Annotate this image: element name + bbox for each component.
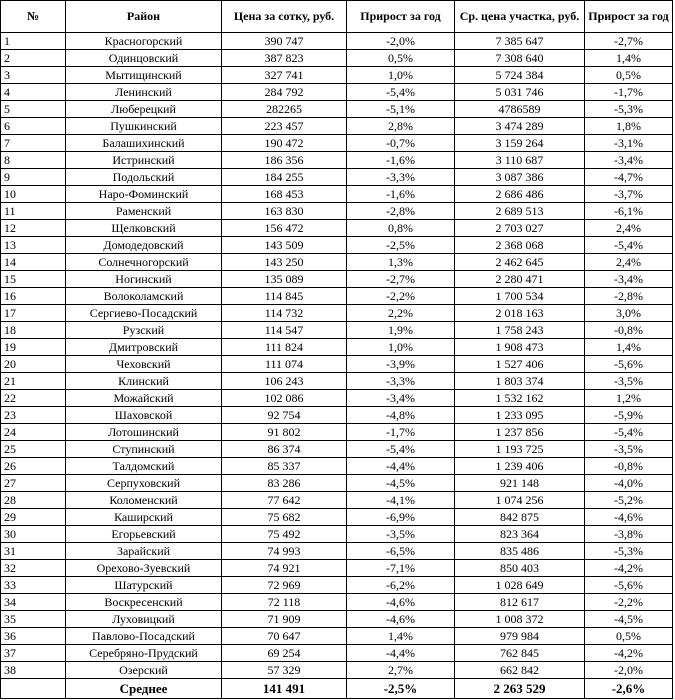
- table-row: [1, 152, 673, 169]
- price-per-sotka: 190 472: [222, 135, 347, 152]
- district-name: Пушкинский: [66, 118, 222, 135]
- row-number: 10: [1, 186, 66, 203]
- price-growth: -4,6%: [347, 594, 455, 611]
- avg-plot-price: 823 364: [455, 526, 585, 543]
- avg-plot-price: 1 532 162: [455, 390, 585, 407]
- district-name: Волоколамский: [66, 288, 222, 305]
- row-number: 37: [1, 645, 66, 662]
- price-growth: -3,3%: [347, 169, 455, 186]
- price-growth: 1,4%: [347, 628, 455, 645]
- price-growth: -4,4%: [347, 458, 455, 475]
- district-name: Истринский: [66, 152, 222, 169]
- price-growth: 1,0%: [347, 67, 455, 84]
- table-row: [1, 526, 673, 543]
- avg-plot-price: 5 031 746: [455, 84, 585, 101]
- avg-plot-price: 1 758 243: [455, 322, 585, 339]
- table-row: [1, 33, 673, 50]
- table-row: [1, 628, 673, 645]
- table-row: [1, 135, 673, 152]
- price-per-sotka: 156 472: [222, 220, 347, 237]
- table-row: [1, 441, 673, 458]
- price-growth: -4,6%: [347, 611, 455, 628]
- row-number: 8: [1, 152, 66, 169]
- district-name: Серпуховский: [66, 475, 222, 492]
- table-row: [1, 237, 673, 254]
- row-number: 25: [1, 441, 66, 458]
- row-number: 22: [1, 390, 66, 407]
- avg-plot-price: 850 403: [455, 560, 585, 577]
- header-avg-plot-price: Ср. цена участка, руб.: [455, 1, 585, 33]
- district-name: Чеховский: [66, 356, 222, 373]
- table-row: [1, 186, 673, 203]
- average-plot-growth: -2,6%: [585, 679, 673, 699]
- plot-growth: -3,4%: [585, 271, 673, 288]
- avg-plot-price: 3 110 687: [455, 152, 585, 169]
- price-per-sotka: 86 374: [222, 441, 347, 458]
- price-growth: -4,8%: [347, 407, 455, 424]
- plot-growth: -4,7%: [585, 169, 673, 186]
- row-number: 28: [1, 492, 66, 509]
- table-row: [1, 662, 673, 679]
- district-name: Рузский: [66, 322, 222, 339]
- plot-growth: -4,0%: [585, 475, 673, 492]
- avg-plot-price: 3 474 289: [455, 118, 585, 135]
- row-number: 3: [1, 67, 66, 84]
- district-name: Раменский: [66, 203, 222, 220]
- avg-plot-price: 2 462 645: [455, 254, 585, 271]
- table-row: [1, 101, 673, 118]
- price-per-sotka: 114 547: [222, 322, 347, 339]
- price-growth: -3,9%: [347, 356, 455, 373]
- price-growth: -2,0%: [347, 33, 455, 50]
- row-number: 21: [1, 373, 66, 390]
- row-number: 26: [1, 458, 66, 475]
- plot-growth: -4,5%: [585, 611, 673, 628]
- plot-growth: -0,8%: [585, 322, 673, 339]
- district-name: Наро-Фоминский: [66, 186, 222, 203]
- price-growth: -2,8%: [347, 203, 455, 220]
- price-growth: 1,9%: [347, 322, 455, 339]
- plot-growth: -5,3%: [585, 101, 673, 118]
- avg-plot-price: 4786589: [455, 101, 585, 118]
- district-name: Луховицкий: [66, 611, 222, 628]
- plot-growth: -2,7%: [585, 33, 673, 50]
- district-name: Подольский: [66, 169, 222, 186]
- row-number: 2: [1, 50, 66, 67]
- price-growth: -2,2%: [347, 288, 455, 305]
- price-per-sotka: 111 824: [222, 339, 347, 356]
- table-row: [1, 475, 673, 492]
- avg-plot-price: 1 908 473: [455, 339, 585, 356]
- price-per-sotka: 75 682: [222, 509, 347, 526]
- price-per-sotka: 284 792: [222, 84, 347, 101]
- price-per-sotka: 91 802: [222, 424, 347, 441]
- average-row: [1, 679, 673, 699]
- district-name: Одинцовский: [66, 50, 222, 67]
- table-row: [1, 50, 673, 67]
- avg-plot-price: 1 028 649: [455, 577, 585, 594]
- price-growth: -3,4%: [347, 390, 455, 407]
- avg-plot-price: 979 984: [455, 628, 585, 645]
- avg-plot-price: 5 724 384: [455, 67, 585, 84]
- district-name: Можайский: [66, 390, 222, 407]
- price-per-sotka: 282265: [222, 101, 347, 118]
- header-plot-growth: Прирост за год: [585, 1, 673, 33]
- plot-growth: -3,1%: [585, 135, 673, 152]
- price-per-sotka: 72 969: [222, 577, 347, 594]
- table-row: [1, 611, 673, 628]
- price-per-sotka: 57 329: [222, 662, 347, 679]
- district-name: Балашихинский: [66, 135, 222, 152]
- plot-growth: -2,2%: [585, 594, 673, 611]
- price-per-sotka: 163 830: [222, 203, 347, 220]
- district-name: Клинский: [66, 373, 222, 390]
- row-number: 13: [1, 237, 66, 254]
- header-number: №: [1, 1, 66, 33]
- district-name: Орехово-Зуевский: [66, 560, 222, 577]
- avg-plot-price: 7 385 647: [455, 33, 585, 50]
- price-growth: 0,5%: [347, 50, 455, 67]
- district-name: Щелковский: [66, 220, 222, 237]
- average-plot-price: 2 263 529: [455, 679, 585, 699]
- row-number: 1: [1, 33, 66, 50]
- table-row: [1, 390, 673, 407]
- price-growth: -3,5%: [347, 526, 455, 543]
- avg-plot-price: 3 087 386: [455, 169, 585, 186]
- price-growth: -1,7%: [347, 424, 455, 441]
- price-growth: -1,6%: [347, 152, 455, 169]
- price-growth: -2,5%: [347, 237, 455, 254]
- plot-growth: -4,2%: [585, 645, 673, 662]
- price-growth: 0,8%: [347, 220, 455, 237]
- avg-plot-price: 1 233 095: [455, 407, 585, 424]
- row-number: 6: [1, 118, 66, 135]
- district-name: Озерский: [66, 662, 222, 679]
- avg-plot-price: 7 308 640: [455, 50, 585, 67]
- price-per-sotka: 111 074: [222, 356, 347, 373]
- table-row: [1, 373, 673, 390]
- table-row: [1, 322, 673, 339]
- average-price-per-sotka: 141 491: [222, 679, 347, 699]
- table-row: [1, 271, 673, 288]
- average-price-growth: -2,5%: [347, 679, 455, 699]
- plot-growth: -5,2%: [585, 492, 673, 509]
- table-row: [1, 594, 673, 611]
- table-row: [1, 220, 673, 237]
- table-row: [1, 458, 673, 475]
- row-number: 34: [1, 594, 66, 611]
- price-per-sotka: 106 243: [222, 373, 347, 390]
- plot-growth: -5,3%: [585, 543, 673, 560]
- plot-growth: 1,8%: [585, 118, 673, 135]
- district-name: Коломенский: [66, 492, 222, 509]
- price-growth: -6,9%: [347, 509, 455, 526]
- row-number: 11: [1, 203, 66, 220]
- price-per-sotka: 114 845: [222, 288, 347, 305]
- district-name: Мытищинский: [66, 67, 222, 84]
- row-number: 18: [1, 322, 66, 339]
- avg-plot-price: 2 018 163: [455, 305, 585, 322]
- header-row: [1, 1, 673, 33]
- price-per-sotka: 75 492: [222, 526, 347, 543]
- plot-growth: -5,9%: [585, 407, 673, 424]
- price-per-sotka: 135 089: [222, 271, 347, 288]
- plot-growth: -2,8%: [585, 288, 673, 305]
- price-growth: -3,3%: [347, 373, 455, 390]
- plot-growth: 0,5%: [585, 67, 673, 84]
- price-per-sotka: 72 118: [222, 594, 347, 611]
- district-name: Дмитровский: [66, 339, 222, 356]
- price-growth: 1,3%: [347, 254, 455, 271]
- table-row: [1, 509, 673, 526]
- price-per-sotka: 143 509: [222, 237, 347, 254]
- price-growth: 2,7%: [347, 662, 455, 679]
- plot-growth: -5,4%: [585, 424, 673, 441]
- plot-growth: 0,5%: [585, 628, 673, 645]
- avg-plot-price: 2 689 513: [455, 203, 585, 220]
- table-row: [1, 169, 673, 186]
- plot-growth: -2,0%: [585, 662, 673, 679]
- avg-plot-price: 1 803 374: [455, 373, 585, 390]
- district-name: Егорьевский: [66, 526, 222, 543]
- row-number: 7: [1, 135, 66, 152]
- price-per-sotka: 83 286: [222, 475, 347, 492]
- price-growth: -0,7%: [347, 135, 455, 152]
- row-number: 12: [1, 220, 66, 237]
- district-name: Люберецкий: [66, 101, 222, 118]
- price-per-sotka: 168 453: [222, 186, 347, 203]
- district-name: Солнечногорский: [66, 254, 222, 271]
- table-row: [1, 84, 673, 101]
- plot-growth: -3,4%: [585, 152, 673, 169]
- price-growth: -6,5%: [347, 543, 455, 560]
- avg-plot-price: 2 703 027: [455, 220, 585, 237]
- table-row: [1, 492, 673, 509]
- avg-plot-price: 662 842: [455, 662, 585, 679]
- price-growth: -4,1%: [347, 492, 455, 509]
- plot-growth: -5,6%: [585, 577, 673, 594]
- table-row: [1, 67, 673, 84]
- row-number: 14: [1, 254, 66, 271]
- price-per-sotka: 92 754: [222, 407, 347, 424]
- district-name: Зарайский: [66, 543, 222, 560]
- avg-plot-price: 2 686 486: [455, 186, 585, 203]
- district-name: Серебряно-Прудский: [66, 645, 222, 662]
- plot-growth: -3,5%: [585, 373, 673, 390]
- header-price-per-sotka: Цена за сотку, руб.: [222, 1, 347, 33]
- table-row: [1, 339, 673, 356]
- plot-growth: -3,8%: [585, 526, 673, 543]
- average-label: Среднее: [66, 679, 222, 699]
- price-per-sotka: 74 921: [222, 560, 347, 577]
- price-per-sotka: 69 254: [222, 645, 347, 662]
- price-per-sotka: 102 086: [222, 390, 347, 407]
- price-per-sotka: 114 732: [222, 305, 347, 322]
- district-name: Ногинский: [66, 271, 222, 288]
- row-number: 27: [1, 475, 66, 492]
- price-per-sotka: 223 457: [222, 118, 347, 135]
- plot-growth: 1,4%: [585, 50, 673, 67]
- plot-growth: -1,7%: [585, 84, 673, 101]
- district-name: Красногорский: [66, 33, 222, 50]
- plot-growth: -5,6%: [585, 356, 673, 373]
- district-name: Ступинский: [66, 441, 222, 458]
- price-per-sotka: 71 909: [222, 611, 347, 628]
- price-growth: -2,7%: [347, 271, 455, 288]
- avg-plot-price: 2 368 068: [455, 237, 585, 254]
- price-per-sotka: 85 337: [222, 458, 347, 475]
- avg-plot-price: 1 008 372: [455, 611, 585, 628]
- average-number: [1, 679, 66, 699]
- price-growth: -6,2%: [347, 577, 455, 594]
- row-number: 17: [1, 305, 66, 322]
- row-number: 4: [1, 84, 66, 101]
- plot-growth: 3,0%: [585, 305, 673, 322]
- row-number: 16: [1, 288, 66, 305]
- avg-plot-price: 835 486: [455, 543, 585, 560]
- plot-growth: 1,4%: [585, 339, 673, 356]
- plot-growth: -4,6%: [585, 509, 673, 526]
- price-per-sotka: 387 823: [222, 50, 347, 67]
- avg-plot-price: 1 193 725: [455, 441, 585, 458]
- price-growth: -5,4%: [347, 84, 455, 101]
- district-name: Талдомский: [66, 458, 222, 475]
- table-row: [1, 424, 673, 441]
- district-name: Лотошинский: [66, 424, 222, 441]
- row-number: 9: [1, 169, 66, 186]
- row-number: 38: [1, 662, 66, 679]
- row-number: 30: [1, 526, 66, 543]
- table-row: [1, 577, 673, 594]
- price-growth: 2,8%: [347, 118, 455, 135]
- avg-plot-price: 2 280 471: [455, 271, 585, 288]
- price-per-sotka: 77 642: [222, 492, 347, 509]
- row-number: 35: [1, 611, 66, 628]
- district-name: Павлово-Посадский: [66, 628, 222, 645]
- price-growth: -7,1%: [347, 560, 455, 577]
- avg-plot-price: 762 845: [455, 645, 585, 662]
- price-per-sotka: 184 255: [222, 169, 347, 186]
- price-per-sotka: 143 250: [222, 254, 347, 271]
- district-name: Ленинский: [66, 84, 222, 101]
- table-row: [1, 356, 673, 373]
- plot-growth: -5,4%: [585, 237, 673, 254]
- price-per-sotka: 327 741: [222, 67, 347, 84]
- row-number: 31: [1, 543, 66, 560]
- header-district: Район: [66, 1, 222, 33]
- avg-plot-price: 921 148: [455, 475, 585, 492]
- district-name: Сергиево-Посадский: [66, 305, 222, 322]
- table-row: [1, 288, 673, 305]
- price-per-sotka: 390 747: [222, 33, 347, 50]
- plot-growth: 1,2%: [585, 390, 673, 407]
- avg-plot-price: 1 700 534: [455, 288, 585, 305]
- row-number: 20: [1, 356, 66, 373]
- district-name: Шаховской: [66, 407, 222, 424]
- price-per-sotka: 74 993: [222, 543, 347, 560]
- row-number: 36: [1, 628, 66, 645]
- table-row: [1, 543, 673, 560]
- row-number: 5: [1, 101, 66, 118]
- plot-growth: -4,2%: [585, 560, 673, 577]
- plot-growth: 2,4%: [585, 254, 673, 271]
- district-name: Шатурский: [66, 577, 222, 594]
- price-per-sotka: 70 647: [222, 628, 347, 645]
- row-number: 19: [1, 339, 66, 356]
- price-growth: -5,1%: [347, 101, 455, 118]
- price-growth: -5,4%: [347, 441, 455, 458]
- table-row: [1, 305, 673, 322]
- row-number: 23: [1, 407, 66, 424]
- table-row: [1, 254, 673, 271]
- plot-growth: -3,7%: [585, 186, 673, 203]
- district-name: Воскресенский: [66, 594, 222, 611]
- price-growth: -4,5%: [347, 475, 455, 492]
- table-row: [1, 560, 673, 577]
- avg-plot-price: 1 527 406: [455, 356, 585, 373]
- row-number: 32: [1, 560, 66, 577]
- avg-plot-price: 842 875: [455, 509, 585, 526]
- table-row: [1, 407, 673, 424]
- avg-plot-price: 3 159 264: [455, 135, 585, 152]
- avg-plot-price: 1 237 856: [455, 424, 585, 441]
- district-name: Каширский: [66, 509, 222, 526]
- table-row: [1, 118, 673, 135]
- plot-growth: -3,5%: [585, 441, 673, 458]
- table-row: [1, 203, 673, 220]
- district-name: Домодедовский: [66, 237, 222, 254]
- avg-plot-price: 812 617: [455, 594, 585, 611]
- row-number: 29: [1, 509, 66, 526]
- plot-growth: 2,4%: [585, 220, 673, 237]
- price-growth: -4,4%: [347, 645, 455, 662]
- avg-plot-price: 1 239 406: [455, 458, 585, 475]
- row-number: 15: [1, 271, 66, 288]
- price-growth: 2,2%: [347, 305, 455, 322]
- row-number: 33: [1, 577, 66, 594]
- header-price-growth: Прирост за год: [347, 1, 455, 33]
- table-row: [1, 645, 673, 662]
- avg-plot-price: 1 074 256: [455, 492, 585, 509]
- price-growth: -1,6%: [347, 186, 455, 203]
- plot-growth: -6,1%: [585, 203, 673, 220]
- plot-growth: -0,8%: [585, 458, 673, 475]
- price-growth: 1,0%: [347, 339, 455, 356]
- price-per-sotka: 186 356: [222, 152, 347, 169]
- row-number: 24: [1, 424, 66, 441]
